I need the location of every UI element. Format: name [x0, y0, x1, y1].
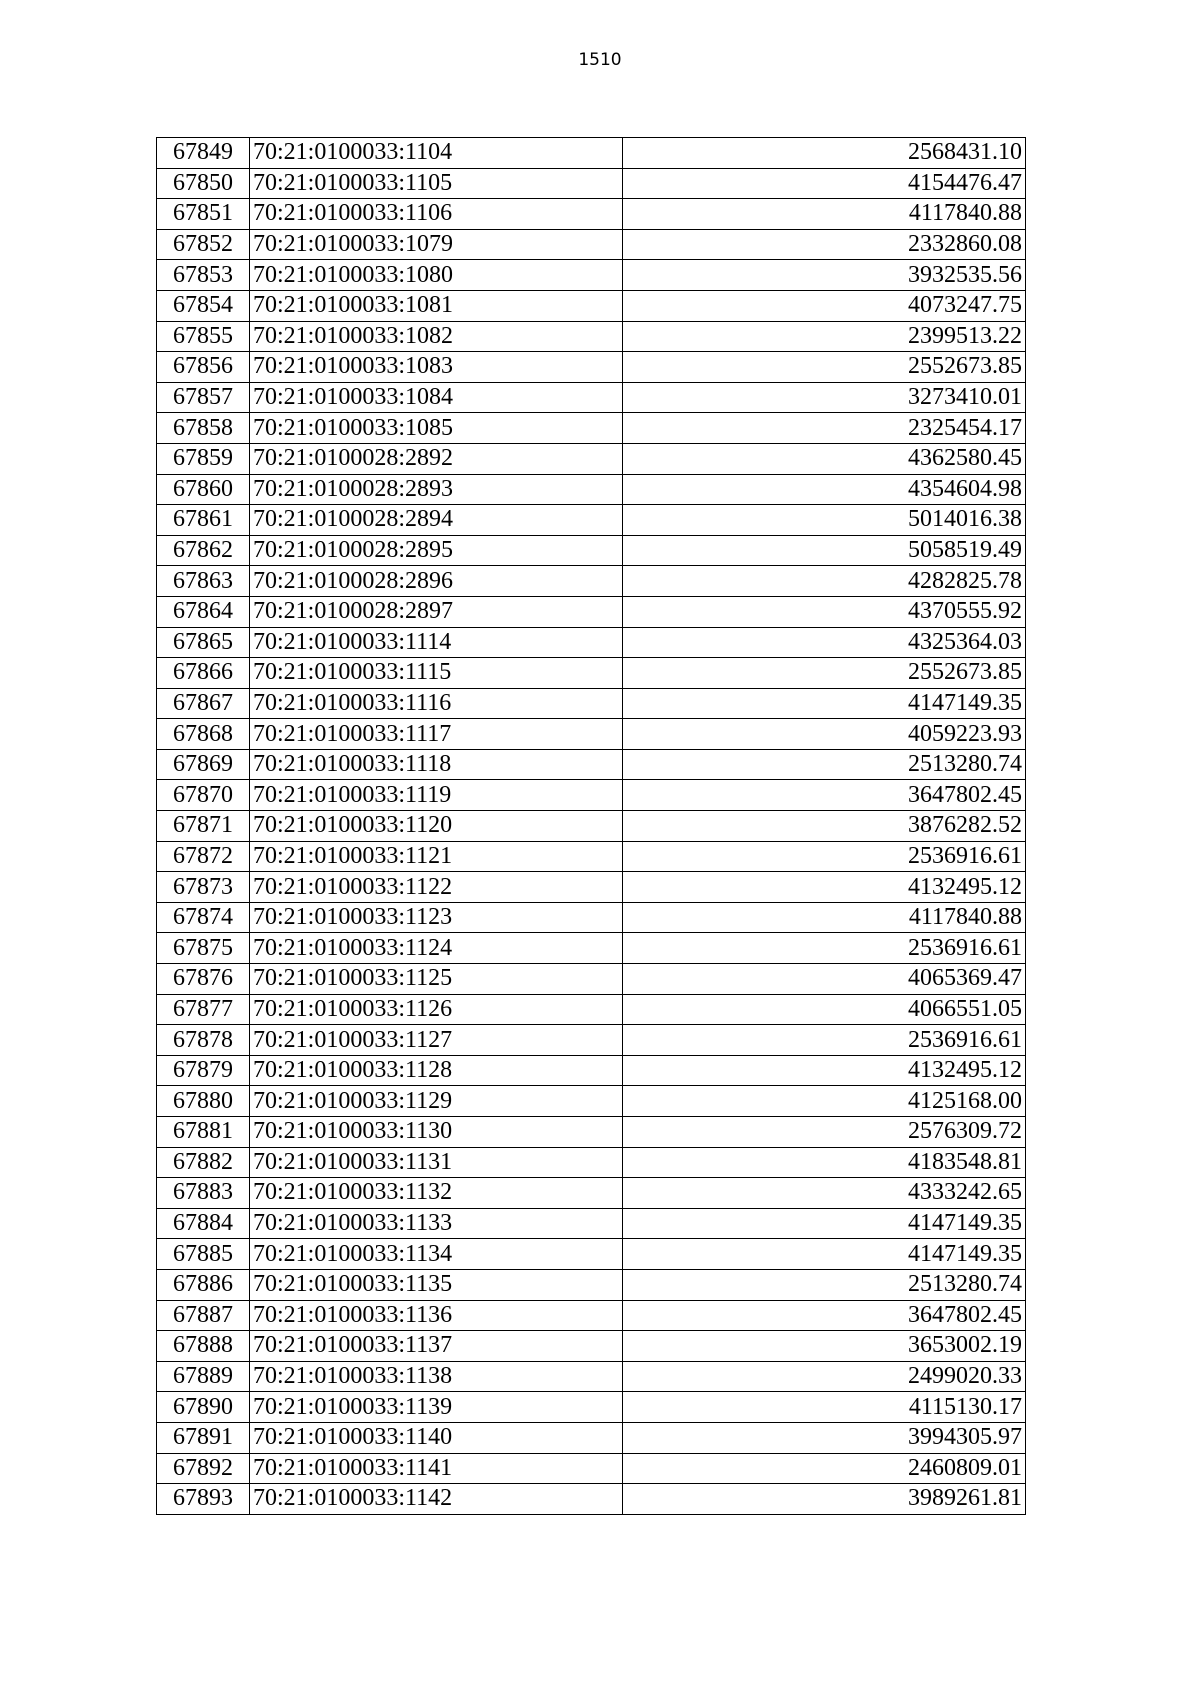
cadastral-number-cell: 70:21:0100033:1138 [250, 1361, 623, 1392]
row-number-cell: 67889 [157, 1361, 250, 1392]
table-row [157, 1178, 1026, 1209]
row-number-cell: 67878 [157, 1025, 250, 1056]
cadastral-value-cell: 2325454.17 [623, 413, 1026, 444]
table-row [157, 535, 1026, 566]
table-row [157, 199, 1026, 230]
cadastral-value-cell: 4073247.75 [623, 290, 1026, 321]
cadastral-number-cell: 70:21:0100033:1126 [250, 994, 623, 1025]
table-row [157, 596, 1026, 627]
row-number-cell: 67853 [157, 260, 250, 291]
cadastral-number-cell: 70:21:0100033:1134 [250, 1239, 623, 1270]
table-row [157, 290, 1026, 321]
table-row [157, 1361, 1026, 1392]
table-row [157, 902, 1026, 933]
table-row [157, 138, 1026, 169]
cadastral-value-cell: 4132495.12 [623, 872, 1026, 903]
row-number-cell: 67882 [157, 1147, 250, 1178]
cadastral-value-cell: 4147149.35 [623, 688, 1026, 719]
cadastral-number-cell: 70:21:0100033:1115 [250, 658, 623, 689]
row-number-cell: 67881 [157, 1117, 250, 1148]
cadastral-value-cell: 4115130.17 [623, 1392, 1026, 1423]
table-row [157, 1086, 1026, 1117]
cadastral-number-cell: 70:21:0100033:1130 [250, 1117, 623, 1148]
cadastral-value-cell: 4362580.45 [623, 443, 1026, 474]
cadastral-number-cell: 70:21:0100033:1085 [250, 413, 623, 444]
cadastral-value-cell: 4370555.92 [623, 596, 1026, 627]
row-number-cell: 67865 [157, 627, 250, 658]
row-number-cell: 67862 [157, 535, 250, 566]
cadastral-value-cell: 4282825.78 [623, 566, 1026, 597]
cadastral-number-cell: 70:21:0100033:1125 [250, 964, 623, 995]
row-number-cell: 67866 [157, 658, 250, 689]
row-number-cell: 67888 [157, 1331, 250, 1362]
table-row [157, 1117, 1026, 1148]
row-number-cell: 67884 [157, 1208, 250, 1239]
table-row [157, 1484, 1026, 1515]
cadastral-value-cell: 3273410.01 [623, 382, 1026, 413]
row-number-cell: 67861 [157, 505, 250, 536]
table-row [157, 964, 1026, 995]
cadastral-value-cell: 4325364.03 [623, 627, 1026, 658]
row-number-cell: 67867 [157, 688, 250, 719]
cadastral-value-cell: 3647802.45 [623, 1300, 1026, 1331]
table-row [157, 994, 1026, 1025]
row-number-cell: 67877 [157, 994, 250, 1025]
cadastral-value-cell: 4183548.81 [623, 1147, 1026, 1178]
row-number-cell: 67860 [157, 474, 250, 505]
table-row [157, 1422, 1026, 1453]
table-row [157, 872, 1026, 903]
table-row [157, 505, 1026, 536]
row-number-cell: 67880 [157, 1086, 250, 1117]
cadastral-number-cell: 70:21:0100033:1084 [250, 382, 623, 413]
table-row [157, 566, 1026, 597]
table-row [157, 352, 1026, 383]
cadastral-value-cell: 2568431.10 [623, 138, 1026, 169]
cadastral-number-cell: 70:21:0100033:1136 [250, 1300, 623, 1331]
table-row [157, 443, 1026, 474]
cadastral-value-cell: 2332860.08 [623, 229, 1026, 260]
table-row [157, 811, 1026, 842]
cadastral-number-cell: 70:21:0100028:2895 [250, 535, 623, 566]
row-number-cell: 67849 [157, 138, 250, 169]
cadastral-number-cell: 70:21:0100033:1114 [250, 627, 623, 658]
row-number-cell: 67873 [157, 872, 250, 903]
row-number-cell: 67871 [157, 811, 250, 842]
cadastral-value-cell: 2399513.22 [623, 321, 1026, 352]
cadastral-value-cell: 3876282.52 [623, 811, 1026, 842]
cadastral-number-cell: 70:21:0100033:1119 [250, 780, 623, 811]
table-row [157, 688, 1026, 719]
cadastral-number-cell: 70:21:0100033:1122 [250, 872, 623, 903]
cadastral-value-cell: 4147149.35 [623, 1208, 1026, 1239]
row-number-cell: 67886 [157, 1269, 250, 1300]
cadastral-number-cell: 70:21:0100033:1081 [250, 290, 623, 321]
cadastral-value-cell: 2536916.61 [623, 1025, 1026, 1056]
cadastral-number-cell: 70:21:0100033:1127 [250, 1025, 623, 1056]
cadastral-number-cell: 70:21:0100033:1080 [250, 260, 623, 291]
table-row [157, 749, 1026, 780]
cadastral-value-cell: 5014016.38 [623, 505, 1026, 536]
table-row [157, 1392, 1026, 1423]
cadastral-number-cell: 70:21:0100033:1124 [250, 933, 623, 964]
cadastral-value-cell: 3994305.97 [623, 1422, 1026, 1453]
cadastral-number-cell: 70:21:0100033:1079 [250, 229, 623, 260]
cadastral-number-cell: 70:21:0100028:2896 [250, 566, 623, 597]
row-number-cell: 67864 [157, 596, 250, 627]
table-row [157, 841, 1026, 872]
row-number-cell: 67851 [157, 199, 250, 230]
cadastral-value-cell: 2552673.85 [623, 658, 1026, 689]
cadastral-number-cell: 70:21:0100033:1133 [250, 1208, 623, 1239]
row-number-cell: 67887 [157, 1300, 250, 1331]
row-number-cell: 67856 [157, 352, 250, 383]
cadastral-value-cell: 3989261.81 [623, 1484, 1026, 1515]
row-number-cell: 67874 [157, 902, 250, 933]
row-number-cell: 67893 [157, 1484, 250, 1515]
row-number-cell: 67859 [157, 443, 250, 474]
cadastral-number-cell: 70:21:0100033:1140 [250, 1422, 623, 1453]
cadastral-value-cell: 2499020.33 [623, 1361, 1026, 1392]
row-number-cell: 67858 [157, 413, 250, 444]
cadastral-number-cell: 70:21:0100033:1082 [250, 321, 623, 352]
cadastral-value-cell: 4354604.98 [623, 474, 1026, 505]
row-number-cell: 67850 [157, 168, 250, 199]
row-number-cell: 67883 [157, 1178, 250, 1209]
row-number-cell: 67876 [157, 964, 250, 995]
cadastral-number-cell: 70:21:0100033:1116 [250, 688, 623, 719]
cadastral-number-cell: 70:21:0100033:1128 [250, 1055, 623, 1086]
cadastral-value-cell: 4125168.00 [623, 1086, 1026, 1117]
row-number-cell: 67855 [157, 321, 250, 352]
cadastral-value-cell: 3932535.56 [623, 260, 1026, 291]
cadastral-value-cell: 4117840.88 [623, 902, 1026, 933]
cadastral-value-cell: 2552673.85 [623, 352, 1026, 383]
table-row [157, 1453, 1026, 1484]
cadastral-number-cell: 70:21:0100028:2892 [250, 443, 623, 474]
table-body [157, 138, 1026, 1515]
cadastral-number-cell: 70:21:0100033:1142 [250, 1484, 623, 1515]
cadastral-value-cell: 4132495.12 [623, 1055, 1026, 1086]
row-number-cell: 67885 [157, 1239, 250, 1270]
row-number-cell: 67868 [157, 719, 250, 750]
cadastral-number-cell: 70:21:0100033:1131 [250, 1147, 623, 1178]
table-row [157, 719, 1026, 750]
cadastral-value-cell: 4147149.35 [623, 1239, 1026, 1270]
row-number-cell: 67869 [157, 749, 250, 780]
row-number-cell: 67892 [157, 1453, 250, 1484]
table-row [157, 1331, 1026, 1362]
table-row [157, 413, 1026, 444]
cadastral-number-cell: 70:21:0100033:1121 [250, 841, 623, 872]
cadastral-number-cell: 70:21:0100033:1123 [250, 902, 623, 933]
cadastral-number-cell: 70:21:0100033:1129 [250, 1086, 623, 1117]
cadastral-value-cell: 2460809.01 [623, 1453, 1026, 1484]
cadastral-number-cell: 70:21:0100033:1117 [250, 719, 623, 750]
row-number-cell: 67891 [157, 1422, 250, 1453]
cadastral-value-cell: 4333242.65 [623, 1178, 1026, 1209]
cadastral-number-cell: 70:21:0100033:1137 [250, 1331, 623, 1362]
table-row [157, 168, 1026, 199]
table-row [157, 627, 1026, 658]
cadastral-value-cell: 4059223.93 [623, 719, 1026, 750]
row-number-cell: 67863 [157, 566, 250, 597]
cadastral-value-cell: 5058519.49 [623, 535, 1026, 566]
table-row [157, 1025, 1026, 1056]
cadastral-number-cell: 70:21:0100033:1120 [250, 811, 623, 842]
table-row [157, 382, 1026, 413]
row-number-cell: 67854 [157, 290, 250, 321]
cadastral-value-table [156, 137, 1026, 1515]
cadastral-value-cell: 4154476.47 [623, 168, 1026, 199]
row-number-cell: 67872 [157, 841, 250, 872]
cadastral-value-cell: 4117840.88 [623, 199, 1026, 230]
cadastral-value-cell: 4066551.05 [623, 994, 1026, 1025]
cadastral-number-cell: 70:21:0100033:1118 [250, 749, 623, 780]
row-number-cell: 67875 [157, 933, 250, 964]
row-number-cell: 67890 [157, 1392, 250, 1423]
cadastral-number-cell: 70:21:0100033:1132 [250, 1178, 623, 1209]
cadastral-number-cell: 70:21:0100033:1141 [250, 1453, 623, 1484]
cadastral-value-cell: 2536916.61 [623, 933, 1026, 964]
cadastral-number-cell: 70:21:0100033:1104 [250, 138, 623, 169]
cadastral-number-cell: 70:21:0100028:2897 [250, 596, 623, 627]
cadastral-value-cell: 2513280.74 [623, 749, 1026, 780]
table-row [157, 780, 1026, 811]
table-row [157, 260, 1026, 291]
table-row [157, 933, 1026, 964]
cadastral-number-cell: 70:21:0100033:1083 [250, 352, 623, 383]
table-row [157, 321, 1026, 352]
cadastral-value-cell: 3653002.19 [623, 1331, 1026, 1362]
cadastral-value-cell: 2513280.74 [623, 1269, 1026, 1300]
cadastral-value-cell: 4065369.47 [623, 964, 1026, 995]
table-row [157, 1208, 1026, 1239]
cadastral-number-cell: 70:21:0100033:1106 [250, 199, 623, 230]
row-number-cell: 67857 [157, 382, 250, 413]
table-row [157, 658, 1026, 689]
page-number: 1510 [578, 50, 622, 70]
cadastral-number-cell: 70:21:0100033:1139 [250, 1392, 623, 1423]
table-row [157, 1300, 1026, 1331]
cadastral-number-cell: 70:21:0100033:1105 [250, 168, 623, 199]
row-number-cell: 67870 [157, 780, 250, 811]
table-row [157, 1147, 1026, 1178]
cadastral-value-cell: 2576309.72 [623, 1117, 1026, 1148]
table-row [157, 1239, 1026, 1270]
row-number-cell: 67852 [157, 229, 250, 260]
cadastral-number-cell: 70:21:0100033:1135 [250, 1269, 623, 1300]
table-row [157, 1269, 1026, 1300]
table-row [157, 474, 1026, 505]
cadastral-number-cell: 70:21:0100028:2893 [250, 474, 623, 505]
cadastral-value-cell: 2536916.61 [623, 841, 1026, 872]
table-row [157, 1055, 1026, 1086]
table-row [157, 229, 1026, 260]
row-number-cell: 67879 [157, 1055, 250, 1086]
cadastral-value-cell: 3647802.45 [623, 780, 1026, 811]
cadastral-number-cell: 70:21:0100028:2894 [250, 505, 623, 536]
